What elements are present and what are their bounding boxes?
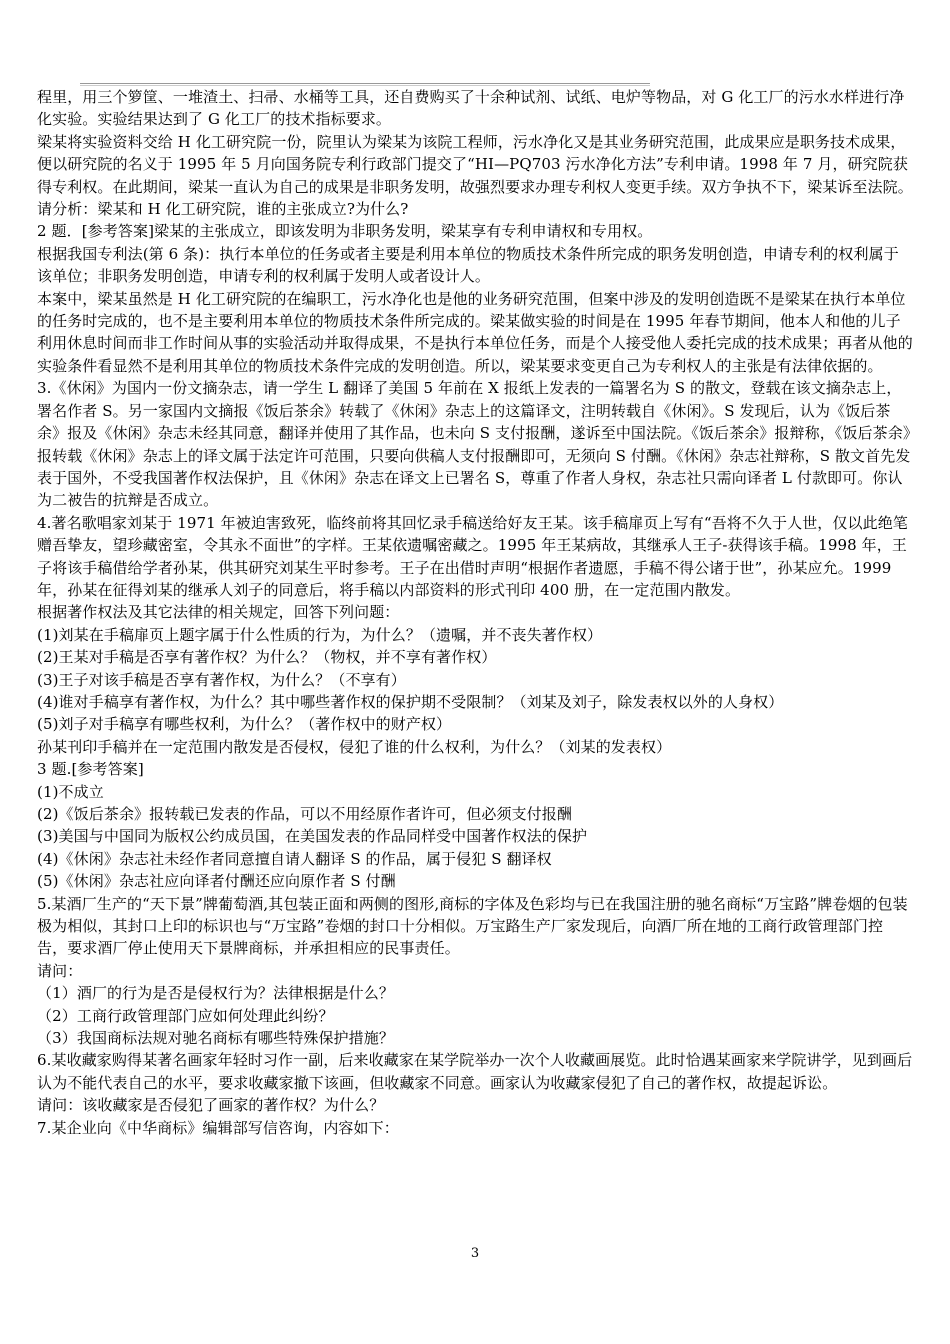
paragraph: 根据我国专利法(第 6 条)：执行本单位的任务或者主要是利用本单位的物质技术条件所完成的职务发明创造，申请专利的权利属于该单位；非职务发明创造，申请专利的权利属于发明人或者设计人。 [37, 244, 899, 286]
paragraph: (1)不成立 [37, 782, 104, 801]
document-body [37, 86, 913, 1139]
paragraph: (5)《休闲》杂志社应向译者付酬还应向原作者 S 付酬 [37, 872, 396, 891]
paragraph: 根据著作权法及其它法律的相关规定，回答下列问题： [37, 603, 400, 622]
paragraph: 请问： [37, 961, 83, 980]
paragraph: 4.著名歌唱家刘某于 1971 年被迫害致死，临终前将其回忆录手稿送给好友王某。该手稿扉页上写有“吾将不久于人世，仅以此绝笔赠吾挚友，望珍藏密室，令其永不面世”的字样。王某依遗嘱密藏之。1995 年王某病故，其继承人王子-获得该手稿。1998 年，王子将该手稿借给学者孙某，供其研究刘某生平时参考。王子在出借时声明“根据作者遗愿，手稿不得公诸于世”，孙某应允。1999 年，孙某在征得刘某的继承人刘子的同意后，将手稿以内部资料的形式刊印 400 册，在一定范围内散发。 [37, 513, 908, 599]
paragraph: （1）酒厂的行为是否是侵权行为？法律根据是什么？ [37, 984, 394, 1003]
paragraph: 3.《休闲》为国内一份文摘杂志，请一学生 L 翻译了美国 5 年前在 X 报纸上发表的一篇署名为 S 的散文，登载在该文摘杂志上，署名作者 S。另一家国内文摘报《饭后茶余》转载了《休闲》杂志上的这篇译文，注明转载自《休闲》。S 发现后，认为《饭后茶余》报及《休闲》杂志未经其同意，翻译并使用了其作品，也未向 S 支付报酬，遂诉至中国法院。《饭后茶余》报辩称，《饭后茶余》报转载《休闲》杂志上的译文属于法定许可范围，只要向供稿人支付报酬即可，无须向 S 付酬。《休闲》杂志社辩称，S 散文首先发表于国外，不受我国著作权法保护，且《休闲》杂志在译文上已署名 S，尊重了作者人身权，杂志社只需向译者 L 付款即可。你认为二被告的抗辩是否成立。 [37, 379, 911, 510]
page-number: 3 [470, 1246, 480, 1261]
paragraph: （3）我国商标法规对驰名商标有哪些特殊保护措施？ [37, 1029, 394, 1048]
paragraph: 6.某收藏家购得某著名画家年轻时习作一副，后来收藏家在某学院举办一次个人收藏画展览。此时恰遇某画家来学院讲学，见到画后认为不能代表自己的水平，要求收藏家撤下该画，但收藏家不同意。画家认为收藏家侵犯了自己的著作权，故提起诉讼。 [37, 1051, 913, 1092]
paragraph: (2)王某对手稿是否享有著作权？为什么？（物权，并不享有著作权） [37, 648, 497, 667]
paragraph: 3 题.[参考答案] [37, 760, 144, 779]
paragraph: 程里，用三个箩筐、一堆渣土、扫帚、水桶等工具，还自费购买了十余种试剂、试纸、电炉等物品，对 G 化工厂的污水水样进行净化实验。实验结果达到了 G 化工厂的技术指标要求。 [37, 88, 905, 129]
header-rule [80, 83, 650, 84]
paragraph: 梁某将实验资料交给 H 化工研究院一份，院里认为梁某为该院工程师，污水净化又是其业务研究范围，此成果应是职务技术成果，便以研究院的名义于 1995 年 5 月向国务院专利行政部门提交了“HI—PQ703 污水净化方法”专利申请。1998 年 7 月，研究院获得专利权。在此期间，梁某一直认为自己的成果是非职务发明，故强烈要求办理专利权人变更手续。双方争执不下，梁某诉至法院。 [37, 132, 913, 196]
paragraph: 请问：该收藏家是否侵犯了画家的著作权？为什么？ [37, 1096, 385, 1115]
paragraph: (5)刘子对手稿享有哪些权利，为什么？（著作权中的财产权） [37, 715, 452, 734]
paragraph: (3)美国与中国同为版权公约成员国，在美国发表的作品同样受中国著作权法的保护 [37, 827, 588, 846]
paragraph: (1)刘某在手稿扉页上题字属于什么性质的行为，为什么？（遗嘱，并不丧失著作权） [37, 625, 603, 644]
paragraph: 请分析：梁某和 H 化工研究院，谁的主张成立?为什么? [37, 200, 409, 219]
paragraph: (3)王子对该手稿是否享有著作权，为什么？（不享有） [37, 670, 406, 689]
paragraph: （2）工商行政管理部门应如何处理此纠纷？ [37, 1006, 334, 1025]
paragraph: (4)《休闲》杂志社未经作者同意擅自请人翻译 S 的作品，属于侵犯 S 翻译权 [37, 849, 552, 868]
paragraph: 本案中，梁某虽然是 H 化工研究院的在编职工，污水净化也是他的业务研究范围，但案中涉及的发明创造既不是梁某在执行本单位的任务时完成的，也不是主要利用本单位的物质技术条件所完成的。梁某做实验的时间是在 1995 年春节期间，他本人和他的儿子利用休息时间而非工作时间从事的实验活动并取得成果，不是执行本单位任务，而是个人接受他人委托完成的技术成果；再者从他的实验条件看显然不是利用其单位的物质技术条件完成的发明创造。所以，梁某要求变更自己为专利权人的主张是有法律依据的。 [37, 289, 913, 375]
paragraph: 7.某企业向《中华商标》编辑部写信咨询，内容如下： [37, 1118, 399, 1137]
paragraph: 2 题．[参考答案]梁某的主张成立，即该发明为非职务发明，梁某享有专利申请权和专用权。 [37, 222, 653, 241]
paragraph: 5.某酒厂生产的“天下景”牌葡萄酒,其包装正面和两侧的图形,商标的字体及色彩均与已在我国注册的驰名商标“万宝路”牌卷烟的包装极为相似，其封口上印的标识也与“万宝路”卷烟的封口十分相似。万宝路生产厂家发现后，向酒厂所在地的工商行政管理部门控告，要求酒厂停止使用天下景牌商标，并承担相应的民事责任。 [37, 894, 908, 958]
paragraph: (4)谁对手稿享有著作权，为什么？其中哪些著作权的保护期不受限制？（刘某及刘子，除发表权以外的人身权） [37, 692, 784, 711]
paragraph: 孙某刊印手稿并在一定范围内散发是否侵权，侵犯了谁的什么权利，为什么？（刘某的发表权） [37, 737, 672, 756]
paragraph: (2)《饭后茶余》报转载已发表的作品，可以不用经原作者许可，但必须支付报酬 [37, 805, 572, 823]
